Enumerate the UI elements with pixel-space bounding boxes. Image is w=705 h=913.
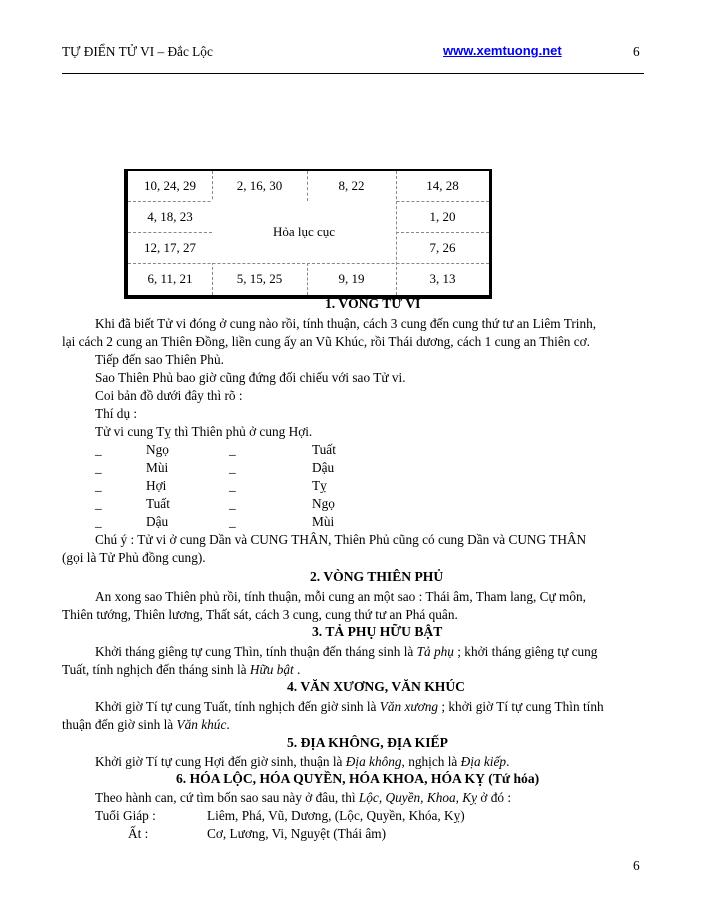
paragraph-line: Tử vi cung Tỵ thì Thiên phủ ở cung Hợi. xyxy=(95,424,313,439)
running-header-title: TỰ ĐIỂN TỬ VI – Đắc Lộc xyxy=(62,44,213,59)
pair-left: Dậu xyxy=(146,514,169,529)
section-heading: 2. VÒNG THIÊN PHỦ xyxy=(310,569,444,584)
text-run: Khởi giờ Tí tự cung Tuất, tính nghịch đến giờ sinh là xyxy=(95,699,380,714)
pair-right: Dậu xyxy=(312,460,335,475)
term-ta-phu: Tả phụ xyxy=(416,644,454,659)
table-cell: 6, 11, 21 xyxy=(147,271,193,286)
text-run: ở đó : xyxy=(477,790,512,805)
paragraph-line xyxy=(95,644,597,660)
table-cell: 9, 19 xyxy=(338,271,365,286)
section-heading: 1. VÒNG TỬ VI xyxy=(325,296,421,311)
pair-dash: _ xyxy=(229,514,236,529)
website-link[interactable]: www.xemtuong.net xyxy=(443,43,562,58)
header-page-number: 6 xyxy=(633,44,640,59)
table-cell: 4, 18, 23 xyxy=(147,208,193,224)
paragraph-line xyxy=(95,790,511,806)
text-run: Theo hành can, cứ tìm bốn sao sau này ở đâu, thì xyxy=(95,790,359,805)
pair-left: Tuất xyxy=(146,496,170,511)
text-run: Tuất, tính nghịch đến tháng sinh là xyxy=(62,662,250,677)
paragraph-line: Sao Thiên Phủ bao giờ cũng đứng đối chiếu với sao Tử vi. xyxy=(95,370,406,385)
pair-dash: _ xyxy=(95,442,102,457)
table-cell: 12, 17, 27 xyxy=(144,239,196,255)
term-huu-bat: Hữu bật xyxy=(249,662,294,677)
paragraph-line: An xong sao Thiên phủ rồi, tính thuận, mỗi cung an một sao : Thái âm, Tham lang, Cự môn, xyxy=(95,589,587,604)
paragraph-line: Coi bản đồ dưới đây thì rõ : xyxy=(95,388,243,403)
paragraph-line xyxy=(95,754,509,770)
pair-dash: _ xyxy=(229,478,236,493)
text-run: ; khởi giờ Tí tự cung Thìn tính xyxy=(438,699,604,714)
pair-dash: _ xyxy=(229,442,236,457)
paragraph-line: Chú ý : Tử vi ở cung Dần và CUNG THÂN, Thiên Phủ cũng có cung Dần và CUNG THÂN xyxy=(95,532,587,547)
pair-right: Mùi xyxy=(312,514,335,529)
section-heading: 6. HÓA LỘC, HÓA QUYỀN, HÓA KHOA, HÓA KỴ (Tứ hóa) xyxy=(176,771,540,786)
pair-dash: _ xyxy=(95,460,102,475)
paragraph-line: Tiếp đến sao Thiên Phủ. xyxy=(95,352,224,367)
table-cell: 14, 28 xyxy=(426,178,459,193)
table-cell: 3, 13 xyxy=(429,271,456,286)
term-tu-hoa: Lộc, Quyền, Khoa, Kỵ xyxy=(358,790,478,805)
header-rule xyxy=(62,73,644,74)
term-dia-kiep: Địa kiếp xyxy=(460,754,507,769)
row-label: Tuổi Giáp : xyxy=(95,808,156,823)
table-cell: 2, 16, 30 xyxy=(236,178,283,193)
term-van-xuong: Văn xương xyxy=(379,699,439,714)
pair-dash: _ xyxy=(95,496,102,511)
footer-page-number: 6 xyxy=(633,858,640,873)
paragraph-line: Thí dụ : xyxy=(95,406,138,421)
paragraph-line: lại cách 2 cung an Thiên Đồng, liền cung ấy an Vũ Khúc, rồi Thái dương, cách 1 cung an Thiên cơ. xyxy=(62,334,591,349)
paragraph-line xyxy=(62,662,300,678)
table-cell: 10, 24, 29 xyxy=(144,178,196,193)
paragraph-line: (gọi là Tử Phủ đồng cung). xyxy=(62,550,206,565)
row-value: Liêm, Phá, Vũ, Dương, (Lộc, Quyền, Khóa, Kỵ) xyxy=(207,808,465,823)
text-run: , nghịch là xyxy=(401,754,461,769)
pair-dash: _ xyxy=(229,496,236,511)
table-center-label: Hỏa lục cục xyxy=(212,201,396,263)
text-run: . xyxy=(506,754,510,769)
table-cell: 8, 22 xyxy=(338,178,365,193)
term-van-khuc: Văn khúc xyxy=(176,717,227,732)
pair-left: Ngọ xyxy=(146,442,169,457)
pair-right: Ngọ xyxy=(312,496,335,511)
text-run: thuận đến giờ sinh là xyxy=(62,717,177,732)
hoa-luc-cuc-table xyxy=(124,169,492,299)
pair-right: Tỵ xyxy=(312,478,327,493)
pair-dash: _ xyxy=(95,514,102,529)
paragraph-line xyxy=(62,717,230,733)
text-run: Khởi giờ Tí tự cung Hợi đến giờ sinh, thuận là xyxy=(95,754,346,769)
pair-right: Tuất xyxy=(312,442,336,457)
table-cell: 5, 15, 25 xyxy=(236,271,283,286)
table-cell: 1, 20 xyxy=(429,208,456,224)
row-value: Cơ, Lương, Vi, Nguyệt (Thái âm) xyxy=(207,826,387,841)
pair-dash: _ xyxy=(95,478,102,493)
paragraph-line xyxy=(95,699,604,715)
text-run: . xyxy=(293,662,301,677)
section-heading: 4. VĂN XƯƠNG, VĂN KHÚC xyxy=(287,679,465,694)
pair-left: Hợi xyxy=(146,478,167,493)
section-heading: 3. TẢ PHỤ HỮU BẬT xyxy=(312,624,443,639)
row-label: Ất : xyxy=(128,826,149,841)
paragraph-line: Thiên tướng, Thiên lương, Thất sát, cách 3 cung, cung thứ tư an Phá quân. xyxy=(62,607,458,622)
text-run: . xyxy=(226,717,230,732)
section-heading: 5. ĐỊA KHÔNG, ĐỊA KIẾP xyxy=(287,735,448,750)
pair-dash: _ xyxy=(229,460,236,475)
text-run: Khởi tháng giêng tự cung Thìn, tính thuận đến tháng sinh là xyxy=(95,644,417,659)
paragraph-line: Khi đã biết Tử vi đóng ở cung nào rồi, tính thuận, cách 3 cung đến cung thứ tư an Liêm Trinh, xyxy=(95,316,597,331)
term-dia-khong: Địa không xyxy=(345,754,402,769)
table-cell: 7, 26 xyxy=(429,239,456,255)
pair-left: Mùi xyxy=(146,460,169,475)
text-run: ; khởi tháng giêng tự cung xyxy=(453,644,598,659)
